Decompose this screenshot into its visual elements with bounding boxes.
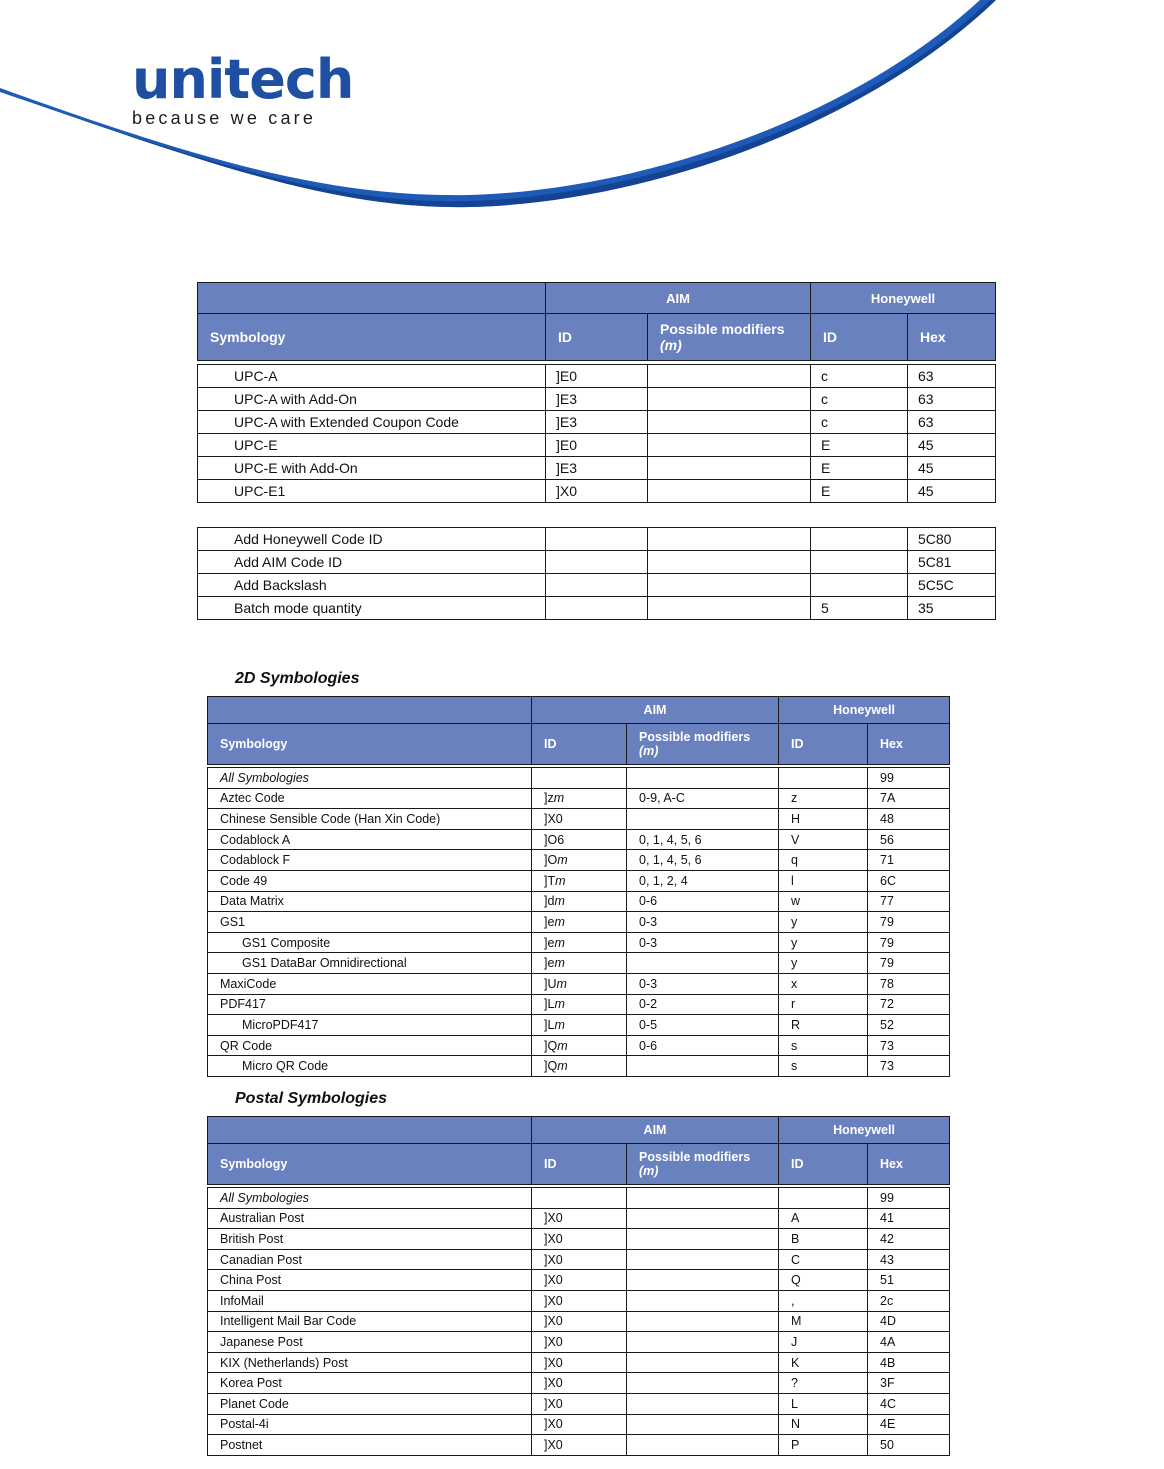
aim-id-cell (546, 551, 648, 574)
hex-cell: 99 (868, 1188, 950, 1209)
honeywell-group-header: Honeywell (779, 1117, 950, 1144)
symbology-cell: UPC-E with Add-On (198, 457, 546, 480)
honeywell-id-cell: 5 (811, 597, 908, 620)
aim-id-cell (546, 597, 648, 620)
honeywell-id-cell: c (811, 365, 908, 388)
modifiers-cell (648, 434, 811, 457)
honeywell-id-cell: C (779, 1249, 868, 1270)
modifiers-cell (648, 411, 811, 434)
honeywell-id-cell: s (779, 1056, 868, 1077)
honeywell-id-cell: N (779, 1414, 868, 1435)
modifiers-cell (627, 809, 779, 830)
hex-cell: 41 (868, 1208, 950, 1229)
symbology-cell: Postal-4i (208, 1414, 532, 1435)
table-row (208, 1373, 950, 1394)
hex-cell: 4C (868, 1393, 950, 1414)
honeywell-group-header: Honeywell (811, 283, 996, 314)
hex-cell: 35 (908, 597, 996, 620)
symbology-cell: Add Honeywell Code ID (198, 528, 546, 551)
hex-cell: 6C (868, 870, 950, 891)
table-row (208, 1208, 950, 1229)
honeywell-id-cell: E (811, 434, 908, 457)
symbology-cell: Batch mode quantity (198, 597, 546, 620)
modifiers-cell (627, 1332, 779, 1353)
table-row (208, 1393, 950, 1414)
honeywell-id-cell: , (779, 1290, 868, 1311)
hex-cell: 63 (908, 411, 996, 434)
modifiers-cell (627, 1311, 779, 1332)
modifiers-cell (648, 457, 811, 480)
modifiers-cell (627, 1229, 779, 1250)
aim-id-cell: ]X0 (532, 1249, 627, 1270)
table-row (208, 788, 950, 809)
aim-id-cell: ]E0 (546, 365, 648, 388)
table-row (208, 1311, 950, 1332)
symbology-header: Symbology (208, 1144, 532, 1185)
aim-id-cell: ]Lm (532, 994, 627, 1015)
aim-id-cell: ]E3 (546, 388, 648, 411)
table-row (208, 1435, 950, 1456)
table-row (198, 388, 996, 411)
aim-id-cell: ]E0 (546, 434, 648, 457)
symbology-cell: British Post (208, 1229, 532, 1250)
hex-cell: 77 (868, 891, 950, 912)
aim-id-cell: ]E3 (546, 457, 648, 480)
modifiers-cell (648, 480, 811, 503)
linear-symbologies-table (197, 282, 996, 503)
table-row (198, 411, 996, 434)
aim-id-cell: ]X0 (532, 1352, 627, 1373)
logo-tagline: because we care (132, 108, 317, 128)
hex-cell: 45 (908, 457, 996, 480)
table-row (208, 994, 950, 1015)
symbology-header: Symbology (208, 724, 532, 765)
modifiers-cell (648, 365, 811, 388)
symbology-cell: GS1 DataBar Omnidirectional (208, 953, 532, 974)
symbology-cell: Chinese Sensible Code (Han Xin Code) (208, 809, 532, 830)
table-row (208, 870, 950, 891)
symbology-cell: Micro QR Code (208, 1056, 532, 1077)
honeywell-id-cell: E (811, 457, 908, 480)
table-row (198, 434, 996, 457)
modifiers-cell (648, 388, 811, 411)
honeywell-id-cell (811, 574, 908, 597)
aim-id-cell: ]dm (532, 891, 627, 912)
symbology-cell: Japanese Post (208, 1332, 532, 1353)
aim-id-cell: ]X0 (532, 1229, 627, 1250)
aim-id-cell: ]X0 (532, 809, 627, 830)
aim-id-cell: ]X0 (532, 1270, 627, 1291)
symbology-cell: GS1 (208, 912, 532, 933)
symbology-cell: Aztec Code (208, 788, 532, 809)
hex-cell: 5C80 (908, 528, 996, 551)
table-row (208, 1015, 950, 1036)
honeywell-id-cell: M (779, 1311, 868, 1332)
aim-id-cell: ]em (532, 953, 627, 974)
hex-cell: 51 (868, 1270, 950, 1291)
honeywell-id-cell: Q (779, 1270, 868, 1291)
honeywell-id-cell: c (811, 411, 908, 434)
table-row (208, 768, 950, 789)
symbology-cell: Data Matrix (208, 891, 532, 912)
modifiers-cell: 0-6 (627, 891, 779, 912)
hex-cell: 50 (868, 1435, 950, 1456)
symbology-cell: Intelligent Mail Bar Code (208, 1311, 532, 1332)
symbology-header: Symbology (198, 314, 546, 361)
aim-id-header: ID (546, 314, 648, 361)
modifiers-cell (627, 768, 779, 789)
modifiers-cell (648, 574, 811, 597)
modifiers-cell (648, 597, 811, 620)
modifiers-cell (648, 551, 811, 574)
table-row (208, 953, 950, 974)
symbology-cell: Code 49 (208, 870, 532, 891)
modifiers-header: Possible modifiers (m) (627, 1144, 779, 1185)
honeywell-id-cell: K (779, 1352, 868, 1373)
table-row (208, 932, 950, 953)
aim-id-cell (532, 1188, 627, 1209)
aim-id-cell: ]Um (532, 973, 627, 994)
modifiers-cell (627, 1208, 779, 1229)
symbology-cell: Add AIM Code ID (198, 551, 546, 574)
hex-cell: 5C5C (908, 574, 996, 597)
aim-id-cell: ]Qm (532, 1056, 627, 1077)
hex-cell: 7A (868, 788, 950, 809)
table-row (208, 1332, 950, 1353)
hex-cell: 63 (908, 365, 996, 388)
aim-id-header: ID (532, 1144, 627, 1185)
modifiers-cell (627, 1393, 779, 1414)
aim-group-header: AIM (546, 283, 811, 314)
section-title-postal: Postal Symbologies (235, 1090, 388, 1107)
modifiers-cell: 0-6 (627, 1035, 779, 1056)
hex-cell: 45 (908, 480, 996, 503)
table-row (208, 850, 950, 871)
aim-id-cell (546, 574, 648, 597)
code-id-options-table (197, 527, 996, 620)
table-row (208, 1056, 950, 1077)
symbology-cell: Codablock F (208, 850, 532, 871)
table-row (208, 809, 950, 830)
symbology-cell: PDF417 (208, 994, 532, 1015)
hex-cell: 42 (868, 1229, 950, 1250)
table-row (208, 1188, 950, 1209)
honeywell-id-cell: r (779, 994, 868, 1015)
hex-cell: 63 (908, 388, 996, 411)
aim-id-header: ID (532, 724, 627, 765)
honeywell-id-cell: y (779, 932, 868, 953)
hex-cell: 4D (868, 1311, 950, 1332)
hex-cell: 73 (868, 1035, 950, 1056)
table-row (208, 1270, 950, 1291)
hex-cell: 79 (868, 953, 950, 974)
hex-cell: 52 (868, 1015, 950, 1036)
honeywell-id-header: ID (779, 1144, 868, 1185)
modifiers-cell: 0-3 (627, 912, 779, 933)
symbology-cell: Planet Code (208, 1393, 532, 1414)
honeywell-id-cell: L (779, 1393, 868, 1414)
modifiers-cell (627, 1435, 779, 1456)
modifiers-cell (627, 1352, 779, 1373)
table-row (208, 912, 950, 933)
aim-id-cell: ]X0 (532, 1208, 627, 1229)
modifiers-cell (627, 1270, 779, 1291)
symbology-cell: Australian Post (208, 1208, 532, 1229)
hex-cell: 73 (868, 1056, 950, 1077)
hex-cell: 79 (868, 932, 950, 953)
table-row (208, 1249, 950, 1270)
aim-id-cell: ]em (532, 912, 627, 933)
modifiers-cell: 0, 1, 2, 4 (627, 870, 779, 891)
honeywell-id-header: ID (779, 724, 868, 765)
honeywell-id-cell (811, 551, 908, 574)
symbology-cell: All Symbologies (208, 768, 532, 789)
honeywell-id-cell (779, 1188, 868, 1209)
postal-symbologies-table (207, 1116, 950, 1456)
hex-cell: 4E (868, 1414, 950, 1435)
honeywell-id-cell: s (779, 1035, 868, 1056)
aim-id-cell: ]X0 (532, 1311, 627, 1332)
hex-cell: 43 (868, 1249, 950, 1270)
hex-cell: 48 (868, 809, 950, 830)
aim-id-cell: ]O6 (532, 829, 627, 850)
honeywell-id-cell: q (779, 850, 868, 871)
honeywell-id-cell: P (779, 1435, 868, 1456)
honeywell-id-cell (811, 528, 908, 551)
symbology-cell: UPC-A with Add-On (198, 388, 546, 411)
symbology-cell: UPC-A (198, 365, 546, 388)
table-row (198, 365, 996, 388)
hex-cell: 78 (868, 973, 950, 994)
aim-id-cell: ]X0 (532, 1290, 627, 1311)
table-row (198, 480, 996, 503)
hex-cell: 99 (868, 768, 950, 789)
hex-cell: 79 (868, 912, 950, 933)
table-row (198, 457, 996, 480)
symbology-cell: MaxiCode (208, 973, 532, 994)
aim-id-cell (532, 768, 627, 789)
aim-id-cell: ]X0 (532, 1435, 627, 1456)
symbology-cell: KIX (Netherlands) Post (208, 1352, 532, 1373)
symbology-cell: All Symbologies (208, 1188, 532, 1209)
aim-id-cell: ]Om (532, 850, 627, 871)
modifiers-cell (627, 1414, 779, 1435)
aim-id-cell: ]X0 (532, 1373, 627, 1394)
modifiers-cell (627, 1188, 779, 1209)
honeywell-id-cell: A (779, 1208, 868, 1229)
honeywell-id-cell: y (779, 953, 868, 974)
symbology-cell: QR Code (208, 1035, 532, 1056)
honeywell-id-cell: B (779, 1229, 868, 1250)
honeywell-id-header: ID (811, 314, 908, 361)
aim-id-cell: ]Tm (532, 870, 627, 891)
modifiers-header: Possible modifiers (m) (648, 314, 811, 361)
symbology-cell: UPC-A with Extended Coupon Code (198, 411, 546, 434)
modifiers-cell: 0-2 (627, 994, 779, 1015)
logo-wordmark: unitech (132, 48, 354, 111)
hex-cell: 4A (868, 1332, 950, 1353)
symbology-cell: Add Backslash (198, 574, 546, 597)
hex-cell: 56 (868, 829, 950, 850)
aim-id-cell: ]X0 (532, 1393, 627, 1414)
modifiers-cell (627, 1249, 779, 1270)
hex-cell: 72 (868, 994, 950, 1015)
modifiers-header: Possible modifiers (m) (627, 724, 779, 765)
modifiers-cell: 0, 1, 4, 5, 6 (627, 850, 779, 871)
table-row (208, 1229, 950, 1250)
modifiers-cell: 0-3 (627, 932, 779, 953)
modifiers-cell (627, 1373, 779, 1394)
honeywell-id-cell: V (779, 829, 868, 850)
table-row (208, 1414, 950, 1435)
honeywell-id-cell: w (779, 891, 868, 912)
hex-header: Hex (868, 724, 950, 765)
symbology-cell: China Post (208, 1270, 532, 1291)
section-title-2d: 2D Symbologies (235, 670, 360, 687)
symbology-cell: Codablock A (208, 829, 532, 850)
modifiers-cell (627, 1056, 779, 1077)
honeywell-id-cell: x (779, 973, 868, 994)
symbology-cell: Korea Post (208, 1373, 532, 1394)
symbology-cell: GS1 Composite (208, 932, 532, 953)
table-row (208, 829, 950, 850)
honeywell-id-cell: R (779, 1015, 868, 1036)
aim-id-cell (546, 528, 648, 551)
modifiers-cell (648, 528, 811, 551)
honeywell-id-cell: c (811, 388, 908, 411)
2d-symbologies-table (207, 696, 950, 1077)
hex-cell: 71 (868, 850, 950, 871)
table-row (208, 1290, 950, 1311)
table-row (198, 574, 996, 597)
table-row (208, 891, 950, 912)
hex-header: Hex (908, 314, 996, 361)
aim-id-cell: ]X0 (546, 480, 648, 503)
hex-cell: 5C81 (908, 551, 996, 574)
honeywell-id-cell: E (811, 480, 908, 503)
honeywell-id-cell: H (779, 809, 868, 830)
honeywell-id-cell: l (779, 870, 868, 891)
modifiers-cell (627, 1290, 779, 1311)
aim-group-header: AIM (532, 697, 779, 724)
symbology-cell: MicroPDF417 (208, 1015, 532, 1036)
honeywell-id-cell (779, 768, 868, 789)
modifiers-cell: 0-5 (627, 1015, 779, 1036)
symbology-cell: Postnet (208, 1435, 532, 1456)
table-row (198, 551, 996, 574)
table-row (208, 1352, 950, 1373)
aim-id-cell: ]zm (532, 788, 627, 809)
modifiers-cell: 0-9, A-C (627, 788, 779, 809)
honeywell-id-cell: z (779, 788, 868, 809)
aim-group-header: AIM (532, 1117, 779, 1144)
unitech-logo (132, 48, 354, 129)
symbology-cell: UPC-E (198, 434, 546, 457)
honeywell-id-cell: ? (779, 1373, 868, 1394)
table-row (198, 597, 996, 620)
table-row (208, 1035, 950, 1056)
modifiers-cell (627, 953, 779, 974)
table-row (208, 973, 950, 994)
hex-cell: 2c (868, 1290, 950, 1311)
symbology-cell: UPC-E1 (198, 480, 546, 503)
symbology-cell: InfoMail (208, 1290, 532, 1311)
honeywell-group-header: Honeywell (779, 697, 950, 724)
hex-header: Hex (868, 1144, 950, 1185)
aim-id-cell: ]E3 (546, 411, 648, 434)
hex-cell: 45 (908, 434, 996, 457)
aim-id-cell: ]Qm (532, 1035, 627, 1056)
honeywell-id-cell: y (779, 912, 868, 933)
modifiers-cell: 0-3 (627, 973, 779, 994)
aim-id-cell: ]X0 (532, 1414, 627, 1435)
symbology-cell: Canadian Post (208, 1249, 532, 1270)
honeywell-id-cell: J (779, 1332, 868, 1353)
aim-id-cell: ]X0 (532, 1332, 627, 1353)
hex-cell: 3F (868, 1373, 950, 1394)
modifiers-cell: 0, 1, 4, 5, 6 (627, 829, 779, 850)
table-row (198, 528, 996, 551)
hex-cell: 4B (868, 1352, 950, 1373)
aim-id-cell: ]em (532, 932, 627, 953)
aim-id-cell: ]Lm (532, 1015, 627, 1036)
